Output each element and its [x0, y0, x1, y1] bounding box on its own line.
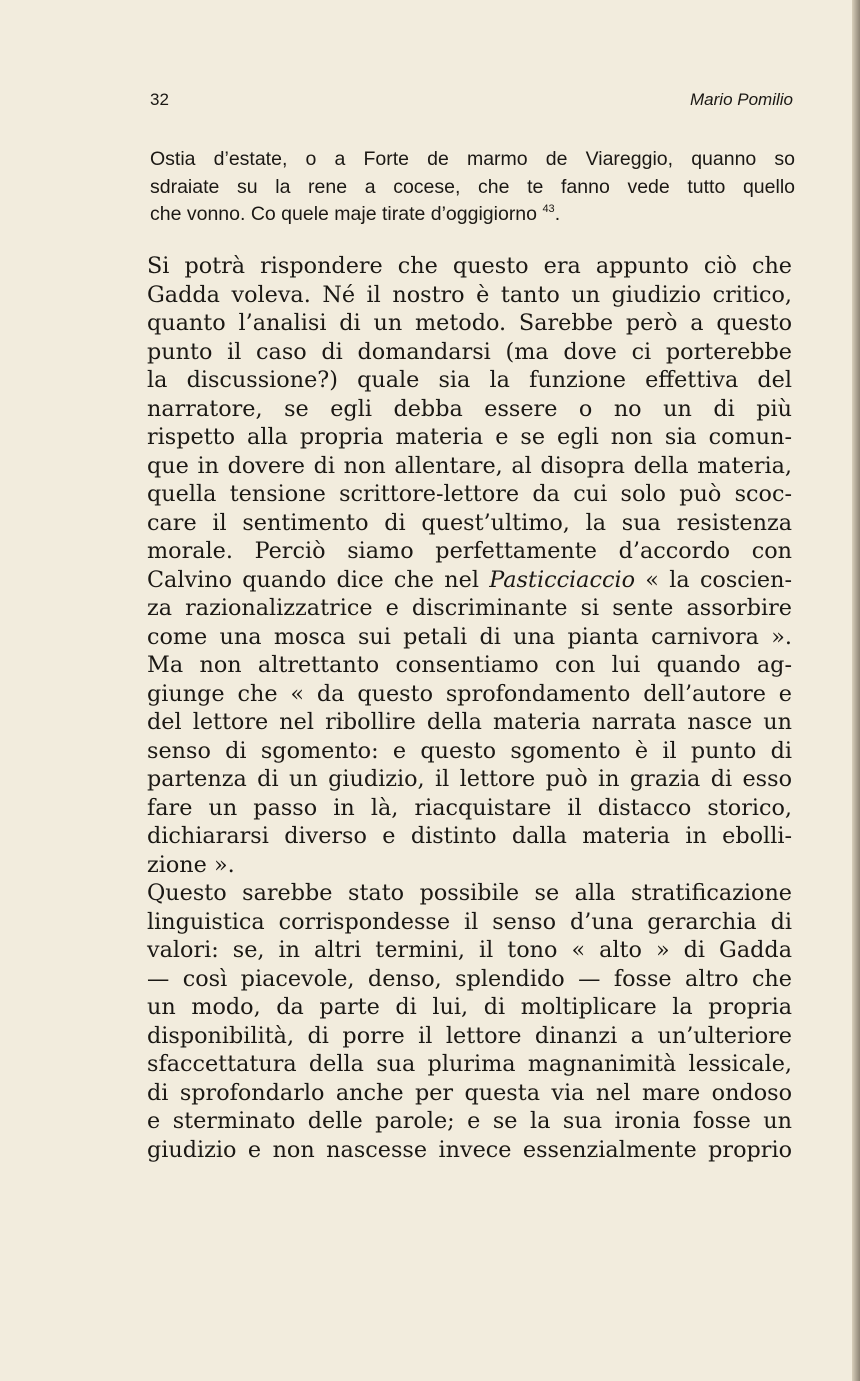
- text-line: zione ».: [147, 851, 235, 878]
- text-line: la discussione?) quale sia la funzione effettiva del: [147, 367, 792, 393]
- footnote-reference: 43: [542, 203, 555, 215]
- text-line: e sterminato delle parole; e se la sua ironia fosse un: [147, 1108, 792, 1134]
- body-text: [147, 252, 792, 1164]
- text-line: del lettore nel ribollire della materia narrata nasce un: [147, 709, 792, 735]
- text-line: Si potrà rispondere che questo era appunto ciò che: [147, 253, 792, 279]
- text-line: un modo, da parte di lui, di moltiplicare la propria: [147, 994, 792, 1020]
- line-segment: Calvino quando dice che nel: [147, 566, 490, 593]
- quote-line-text: che vonno. Co quele maje tirate d’oggigiorno: [150, 203, 538, 225]
- quote-line: Ostia d’estate, o a Forte de marmo de Viareggio, quanno so: [150, 148, 795, 170]
- page-number: 32: [150, 90, 169, 109]
- text-line: za razionalizzatrice e discriminante si sente assorbire: [147, 595, 792, 621]
- text-line: giunge che « da questo sprofondamento dell’autore e: [147, 680, 792, 707]
- dialect-quotation: [150, 146, 795, 229]
- text-line: valori: se, in altri termini, il tono « alto » di Gadda: [147, 937, 792, 963]
- text-line: Questo sarebbe stato possibile se alla stratificazione: [147, 880, 792, 906]
- text-line: giudizio e non nascesse invece essenzialmente proprio: [147, 1136, 792, 1163]
- text-line: rispetto alla propria materia e se egli non sia comun-: [147, 424, 792, 450]
- text-line: que in dovere di non allentare, al disopra della materia,: [147, 452, 792, 479]
- page-edge-shadow: [852, 0, 860, 1381]
- line-segment: « la coscien-: [635, 566, 793, 593]
- running-head-author: Mario Pomilio: [690, 90, 793, 109]
- text-line: di sprofondarlo anche per questa via nel mare ondoso: [147, 1079, 792, 1106]
- text-line: come una mosca sui petali di una pianta carnivora ».: [147, 623, 792, 650]
- quote-line: sdraiate su la rene a cocese, che te fanno vede tutto quello: [150, 175, 795, 198]
- quote-line: [150, 201, 795, 229]
- text-line: Gadda voleva. Né il nostro è tanto un giudizio critico,: [147, 281, 792, 308]
- quote-line-end: .: [554, 203, 561, 225]
- text-line: punto il caso di domandarsi (ma dove ci porterebbe: [147, 338, 792, 365]
- text-line: care il sentimento di quest’ultimo, la sua resistenza: [147, 509, 792, 536]
- text-line: fare un passo in là, riacquistare il distacco storico,: [147, 794, 792, 821]
- paragraph-2: [147, 879, 792, 1164]
- text-line: Ma non altrettanto consentiamo con lui quando ag-: [147, 652, 792, 678]
- text-line: quella tensione scrittore-lettore da cui solo può scoc-: [147, 481, 792, 507]
- text-line: dichiararsi diverso e distinto dalla materia in ebolli-: [147, 823, 792, 849]
- book-title-pasticciaccio: Pasticciaccio: [489, 566, 636, 593]
- text-line: [147, 566, 792, 595]
- text-line: linguistica corrispondesse il senso d’una gerarchia di: [147, 908, 792, 935]
- text-line: morale. Perciò siamo perfettamente d’accordo con: [147, 538, 792, 564]
- text-line: disponibilità, di porre il lettore dinanzi a un’ulteriore: [147, 1022, 792, 1049]
- paragraph-1: [147, 252, 792, 879]
- text-line: — così piacevole, denso, splendido — fosse altro che: [147, 965, 792, 992]
- text-line: partenza di un giudizio, il lettore può in grazia di esso: [147, 766, 792, 792]
- text-line: quanto l’analisi di un metodo. Sarebbe però a questo: [147, 310, 792, 336]
- page-header: [150, 90, 793, 116]
- text-line: sfaccettatura della sua plurima magnanimità lessicale,: [147, 1051, 792, 1077]
- text-line: narratore, se egli debba essere o no un di più: [147, 395, 792, 422]
- text-line: senso di sgomento: e questo sgomento è il punto di: [147, 737, 792, 764]
